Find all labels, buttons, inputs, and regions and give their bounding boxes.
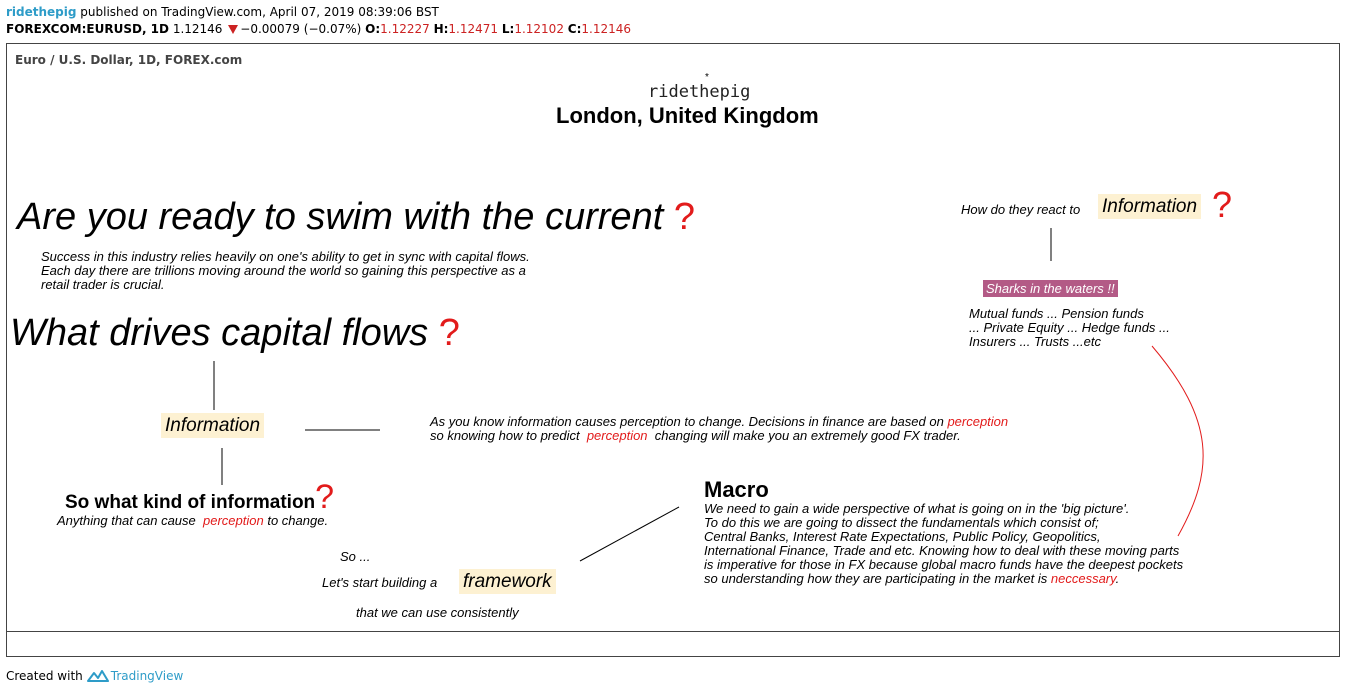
information-box bbox=[161, 415, 264, 437]
kind-question-mark: ? bbox=[315, 478, 335, 516]
kind-sub-end: to change. bbox=[267, 513, 329, 528]
right-information-label: Information bbox=[1098, 194, 1201, 219]
perception-word: perception bbox=[947, 414, 1009, 429]
tradingview-logo-icon bbox=[87, 669, 109, 686]
tradingview-link[interactable]: TradingView bbox=[110, 669, 184, 683]
swim-heading bbox=[17, 196, 695, 239]
low-label: L: bbox=[501, 22, 515, 36]
info-para-line2: so knowing how to predict bbox=[430, 428, 580, 443]
macro-period: . bbox=[1115, 571, 1120, 586]
publish-info: published on TradingView.com, April 07, 2019 08:39:06 BST bbox=[76, 5, 439, 19]
macro-paragraph bbox=[704, 502, 1183, 586]
symbol-label: FOREXCOM:EURUSD, 1D bbox=[6, 22, 169, 36]
close-value: 1.12146 bbox=[581, 22, 632, 36]
close-label: C: bbox=[567, 22, 582, 36]
information-label: Information bbox=[161, 413, 264, 438]
chart-location: London, United Kingdom bbox=[556, 103, 819, 128]
perception-word: perception bbox=[586, 428, 648, 443]
chart-symbol-line: Euro / U.S. Dollar, 1D, FOREX.com bbox=[15, 53, 243, 67]
macro-para-text: We need to gain a wide perspective of what is going on in the 'big picture'. To do this we are going to dissect the fundamentals which consist of; Central Banks, Interest Rate Expectations, Public Policy, Geopolitics, International Finance, Trade and etc. Knowing how to deal with these moving parts is imperative for those in FX because global macro funds have the deepest pockets so understanding how they are participating in the market is bbox=[704, 501, 1184, 586]
right-information-box bbox=[1098, 196, 1201, 218]
sharks-badge bbox=[983, 280, 1118, 298]
lets-build-text: Let's start building a bbox=[322, 575, 438, 590]
high-value: 1.12471 bbox=[448, 22, 499, 36]
drives-question-mark: ? bbox=[438, 312, 460, 354]
last-price: 1.12146 bbox=[172, 22, 223, 36]
necessary-word: neccessary bbox=[1050, 571, 1116, 586]
swim-paragraph: Success in this industry relies heavily on one's ability to get in sync with capital flows. Each day there are trillions moving around the world so gaining this perspective as a retail trader is crucial. bbox=[41, 249, 530, 292]
macro-title: Macro bbox=[704, 477, 769, 502]
info-para-line1: As you know information causes perception to change. Decisions in finance are based on bbox=[430, 414, 944, 429]
information-paragraph bbox=[430, 415, 1008, 443]
perception-word: perception bbox=[203, 513, 264, 528]
react-question-mark: ? bbox=[1212, 184, 1233, 225]
sharks-label: Sharks in the waters !! bbox=[983, 280, 1118, 297]
footer bbox=[6, 669, 183, 686]
kind-sub-text: Anything that can cause bbox=[57, 513, 196, 528]
react-text: How do they react to bbox=[961, 202, 1081, 217]
kind-heading-text: So what kind of information bbox=[65, 492, 316, 513]
consistently-text: that we can use consistently bbox=[356, 605, 519, 620]
swim-question-mark: ? bbox=[673, 196, 695, 238]
drives-heading-text: What drives capital flows bbox=[10, 312, 429, 354]
kind-subtitle bbox=[57, 514, 328, 528]
chart-author: ridethepig bbox=[648, 82, 751, 102]
price-change: −0.00079 (−0.07%) bbox=[240, 22, 362, 36]
kind-heading bbox=[65, 478, 334, 517]
framework-box bbox=[459, 571, 556, 593]
swim-heading-text: Are you ready to swim with the current bbox=[17, 196, 664, 238]
author-link[interactable]: ridethepig bbox=[6, 5, 77, 19]
funds-list: Mutual funds ... Pension funds ... Private Equity ... Hedge funds ... Insurers ... Trusts ...etc bbox=[969, 306, 1170, 349]
framework-to-macro-line bbox=[580, 507, 679, 561]
open-value: 1.12227 bbox=[380, 22, 430, 36]
high-label: H: bbox=[433, 22, 449, 36]
low-value: 1.12102 bbox=[514, 22, 564, 36]
info-para-line2-end: changing will make you an extremely good FX trader. bbox=[654, 428, 961, 443]
created-with-text: Created with bbox=[6, 669, 83, 683]
open-label: O: bbox=[365, 22, 381, 36]
author-star: * bbox=[705, 72, 709, 83]
drives-heading bbox=[10, 312, 460, 355]
framework-label: framework bbox=[459, 569, 556, 594]
so-text: So ... bbox=[340, 549, 371, 564]
